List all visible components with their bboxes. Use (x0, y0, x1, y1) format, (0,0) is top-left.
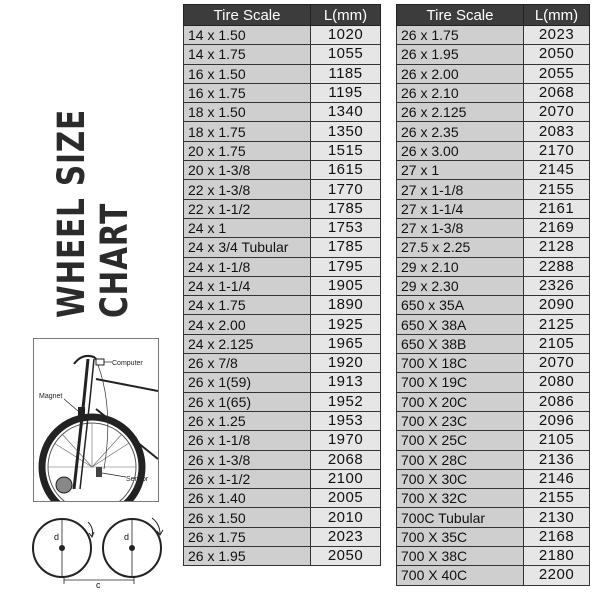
table-header-row (184, 5, 381, 26)
table-row (397, 26, 590, 45)
tire-size-cell: 24 x 1-1/4 (184, 276, 311, 295)
circumference-mm-cell: 2068 (311, 450, 381, 469)
tire-size-cell: 700 X 20C (397, 392, 524, 411)
tire-size-cell: 26 x 1.40 (184, 489, 311, 508)
tire-scale-header: Tire Scale (184, 5, 311, 26)
circumference-mm-cell: 2200 (524, 566, 590, 585)
table-row (184, 64, 381, 83)
table-row (184, 392, 381, 411)
tire-size-cell: 24 x 1-1/8 (184, 257, 311, 276)
table-row (184, 296, 381, 315)
tire-size-cell: 700 X 19C (397, 373, 524, 392)
circumference-mm-cell: 2083 (524, 122, 590, 141)
table-row (397, 161, 590, 180)
table-row (184, 469, 381, 488)
circumference-mm-cell: 1970 (311, 431, 381, 450)
tire-size-cell: 16 x 1.50 (184, 64, 311, 83)
tire-size-cell: 26 x 1(65) (184, 392, 311, 411)
circumference-mm-cell: 1615 (311, 161, 381, 180)
rolling-wheel-illustration (30, 512, 168, 590)
tire-size-cell: 26 x 2.00 (397, 64, 524, 83)
table-row (184, 315, 381, 334)
bike-fork-illustration (34, 339, 158, 501)
table-row (397, 218, 590, 237)
table-row (184, 141, 381, 160)
tire-size-cell: 700 X 35C (397, 527, 524, 546)
table-row (184, 180, 381, 199)
down-tube (96, 409, 158, 459)
tire-table-left (183, 4, 381, 566)
table-row (184, 218, 381, 237)
fork (74, 359, 88, 489)
circumference-mm-cell: 2155 (524, 489, 590, 508)
tire-size-cell: 700 X 32C (397, 489, 524, 508)
table-row (184, 103, 381, 122)
circumference-mm-cell: 2070 (524, 103, 590, 122)
circumference-mm-cell: 2070 (524, 354, 590, 373)
tire-size-cell: 14 x 1.75 (184, 45, 311, 64)
magnet-icon (78, 407, 85, 419)
circumference-mm-cell: 2068 (524, 83, 590, 102)
tire-size-cell: 700 X 30C (397, 469, 524, 488)
tire-size-cell: 26 x 2.35 (397, 122, 524, 141)
diameter-label-right: d (124, 532, 130, 542)
circumference-mm-cell: 2326 (524, 276, 590, 295)
tire-size-cell: 24 x 2.00 (184, 315, 311, 334)
table-row (397, 315, 590, 334)
circumference-mm-cell: 2180 (524, 547, 590, 566)
circumference-mm-cell: 2090 (524, 296, 590, 315)
table-row (397, 489, 590, 508)
circumference-mm-cell: 1340 (311, 103, 381, 122)
tire-size-cell: 700 X 18C (397, 354, 524, 373)
circumference-mm-cell: 1785 (311, 238, 381, 257)
circumference-mm-cell: 1753 (311, 218, 381, 237)
circumference-mm-cell: 2086 (524, 392, 590, 411)
sensor-pointer (102, 473, 126, 477)
table-row (184, 26, 381, 45)
circumference-mm-cell: 1515 (311, 141, 381, 160)
tire-size-cell: 26 x 3.00 (397, 141, 524, 160)
circumference-mm-cell: 2145 (524, 161, 590, 180)
circumference-mm-cell: 1195 (311, 83, 381, 102)
circumference-mm-cell: 2105 (524, 431, 590, 450)
tire-size-cell: 22 x 1-1/2 (184, 199, 311, 218)
circumference-mm-cell: 2130 (524, 508, 590, 527)
tire-size-cell: 26 x 2.125 (397, 103, 524, 122)
circumference-mm-cell: 1905 (311, 276, 381, 295)
circumference-mm-cell: 2010 (311, 508, 381, 527)
tire-size-cell: 24 x 1.75 (184, 296, 311, 315)
table-row (184, 199, 381, 218)
table-row (397, 450, 590, 469)
table-row (184, 334, 381, 353)
table-row (397, 83, 590, 102)
table-row (184, 489, 381, 508)
length-header: L(mm) (311, 5, 381, 26)
tire-size-cell: 26 x 1.75 (397, 26, 524, 45)
tire-size-cell: 27 x 1-3/8 (397, 218, 524, 237)
tire-size-cell: 26 x 1.95 (184, 547, 311, 566)
tire-size-cell: 16 x 1.75 (184, 83, 311, 102)
table-row (184, 276, 381, 295)
tire-size-cell: 26 x 1-1/2 (184, 469, 311, 488)
tire-size-cell: 26 x 2.10 (397, 83, 524, 102)
circumference-mm-cell: 2100 (311, 469, 381, 488)
circumference-mm-cell: 2136 (524, 450, 590, 469)
circumference-mm-cell: 2155 (524, 180, 590, 199)
table-row (397, 547, 590, 566)
computer-unit-icon (96, 359, 104, 365)
circumference-diagram (30, 512, 168, 590)
tire-size-cell: 27 x 1-1/4 (397, 199, 524, 218)
circumference-mm-cell: 2169 (524, 218, 590, 237)
circumference-mm-cell: 2096 (524, 411, 590, 430)
table-row (397, 411, 590, 430)
tire-size-cell: 27.5 x 2.25 (397, 238, 524, 257)
table-row (184, 508, 381, 527)
table-row (397, 45, 590, 64)
tire-size-cell: 26 x 1.95 (397, 45, 524, 64)
circumference-mm-cell: 1920 (311, 354, 381, 373)
table-row (397, 392, 590, 411)
tire-size-cell: 27 x 1 (397, 161, 524, 180)
table-row (184, 547, 381, 566)
table-row (397, 64, 590, 83)
tire-size-cell: 700 X 40C (397, 566, 524, 585)
tire-size-cell: 700 X 25C (397, 431, 524, 450)
circumference-mm-cell: 1770 (311, 180, 381, 199)
tire-size-cell: 700C Tubular (397, 508, 524, 527)
circumference-mm-cell: 2050 (524, 45, 590, 64)
circumference-mm-cell: 1925 (311, 315, 381, 334)
circumference-mm-cell: 2055 (524, 64, 590, 83)
tire-size-cell: 26 x 1.75 (184, 527, 311, 546)
circumference-mm-cell: 2023 (311, 527, 381, 546)
tire-size-cell: 14 x 1.50 (184, 26, 311, 45)
tire-size-cell: 24 x 3/4 Tubular (184, 238, 311, 257)
circumference-mm-cell: 1913 (311, 373, 381, 392)
sensor-icon (96, 467, 102, 477)
tire-size-cell: 700 X 23C (397, 411, 524, 430)
circumference-mm-cell: 2050 (311, 547, 381, 566)
circumference-mm-cell: 1953 (311, 411, 381, 430)
circumference-mm-cell: 2146 (524, 469, 590, 488)
length-header: L(mm) (524, 5, 590, 26)
tire-size-cell: 18 x 1.75 (184, 122, 311, 141)
magnet-label: Magnet (39, 393, 63, 400)
bike-computer-diagram (33, 338, 159, 502)
diameter-label-left: d (54, 532, 60, 542)
tire-size-cell: 29 x 2.30 (397, 276, 524, 295)
circumference-mm-cell: 1965 (311, 334, 381, 353)
circumference-mm-cell: 2023 (524, 26, 590, 45)
circumference-mm-cell: 2288 (524, 257, 590, 276)
tire-table-left-body (184, 26, 381, 566)
tire-size-cell: 24 x 2.125 (184, 334, 311, 353)
table-row (184, 354, 381, 373)
table-row (397, 469, 590, 488)
circumference-mm-cell: 1795 (311, 257, 381, 276)
tire-size-cell: 20 x 1-3/8 (184, 161, 311, 180)
table-row (397, 238, 590, 257)
computer-label: Computer (112, 360, 143, 367)
tire-size-cell: 20 x 1.75 (184, 141, 311, 160)
table-row (397, 103, 590, 122)
table-row (397, 257, 590, 276)
tire-size-cell: 26 x 7/8 (184, 354, 311, 373)
circumference-mm-cell: 2168 (524, 527, 590, 546)
table-row (184, 431, 381, 450)
circumference-mm-cell: 2170 (524, 141, 590, 160)
table-row (184, 411, 381, 430)
table-row (184, 45, 381, 64)
table-row (184, 238, 381, 257)
tire-size-cell: 650 X 38B (397, 334, 524, 353)
circumference-mm-cell: 1952 (311, 392, 381, 411)
table-row (184, 527, 381, 546)
tire-size-cell: 24 x 1 (184, 218, 311, 237)
table-row (397, 276, 590, 295)
table-row (397, 508, 590, 527)
table-row (397, 180, 590, 199)
tire-size-cell: 26 x 1-3/8 (184, 450, 311, 469)
tire-size-cell: 29 x 2.10 (397, 257, 524, 276)
circumference-mm-cell: 1185 (311, 64, 381, 83)
circumference-mm-cell: 2161 (524, 199, 590, 218)
tire-size-cell: 18 x 1.50 (184, 103, 311, 122)
table-row (397, 334, 590, 353)
tire-size-cell: 26 x 1(59) (184, 373, 311, 392)
circumference-mm-cell: 2105 (524, 334, 590, 353)
tire-size-cell: 700 X 38C (397, 547, 524, 566)
tire-size-cell: 650 x 35A (397, 296, 524, 315)
table-row (397, 431, 590, 450)
tire-table-right (396, 4, 590, 586)
table-row (397, 354, 590, 373)
circumference-mm-cell: 1785 (311, 199, 381, 218)
tire-size-cell: 26 x 1-1/8 (184, 431, 311, 450)
table-row (397, 373, 590, 392)
circumference-mm-cell: 1055 (311, 45, 381, 64)
table-row (184, 257, 381, 276)
top-tube (96, 379, 158, 391)
table-row (184, 450, 381, 469)
sensor-label: Sensor (126, 476, 149, 483)
circumference-mm-cell: 2128 (524, 238, 590, 257)
circumference-mm-cell: 2125 (524, 315, 590, 334)
table-row (184, 83, 381, 102)
table-header-row (397, 5, 590, 26)
tire-size-cell: 26 x 1.25 (184, 411, 311, 430)
table-row (184, 373, 381, 392)
hub-icon (56, 477, 72, 493)
table-row (397, 199, 590, 218)
magnet-pointer (64, 399, 78, 411)
circumference-mm-cell: 1350 (311, 122, 381, 141)
table-row (184, 161, 381, 180)
tire-scale-header: Tire Scale (397, 5, 524, 26)
wheel-size-chart-title: WHEEL SIZE CHART (50, 108, 136, 318)
arrowhead-left-icon (89, 532, 94, 537)
circumference-mm-cell: 1890 (311, 296, 381, 315)
circumference-mm-cell: 1020 (311, 26, 381, 45)
table-row (397, 141, 590, 160)
table-row (397, 296, 590, 315)
table-row (184, 122, 381, 141)
tire-size-cell: 26 x 1.50 (184, 508, 311, 527)
circumference-mm-cell: 2005 (311, 489, 381, 508)
tire-size-cell: 27 x 1-1/8 (397, 180, 524, 199)
table-row (397, 527, 590, 546)
table-row (397, 566, 590, 585)
table-row (397, 122, 590, 141)
tire-size-cell: 700 X 28C (397, 450, 524, 469)
circumference-label: c (96, 580, 101, 590)
tire-table-right-body (397, 26, 590, 586)
circumference-mm-cell: 2080 (524, 373, 590, 392)
tire-size-cell: 650 X 38A (397, 315, 524, 334)
tire-size-cell: 22 x 1-3/8 (184, 180, 311, 199)
